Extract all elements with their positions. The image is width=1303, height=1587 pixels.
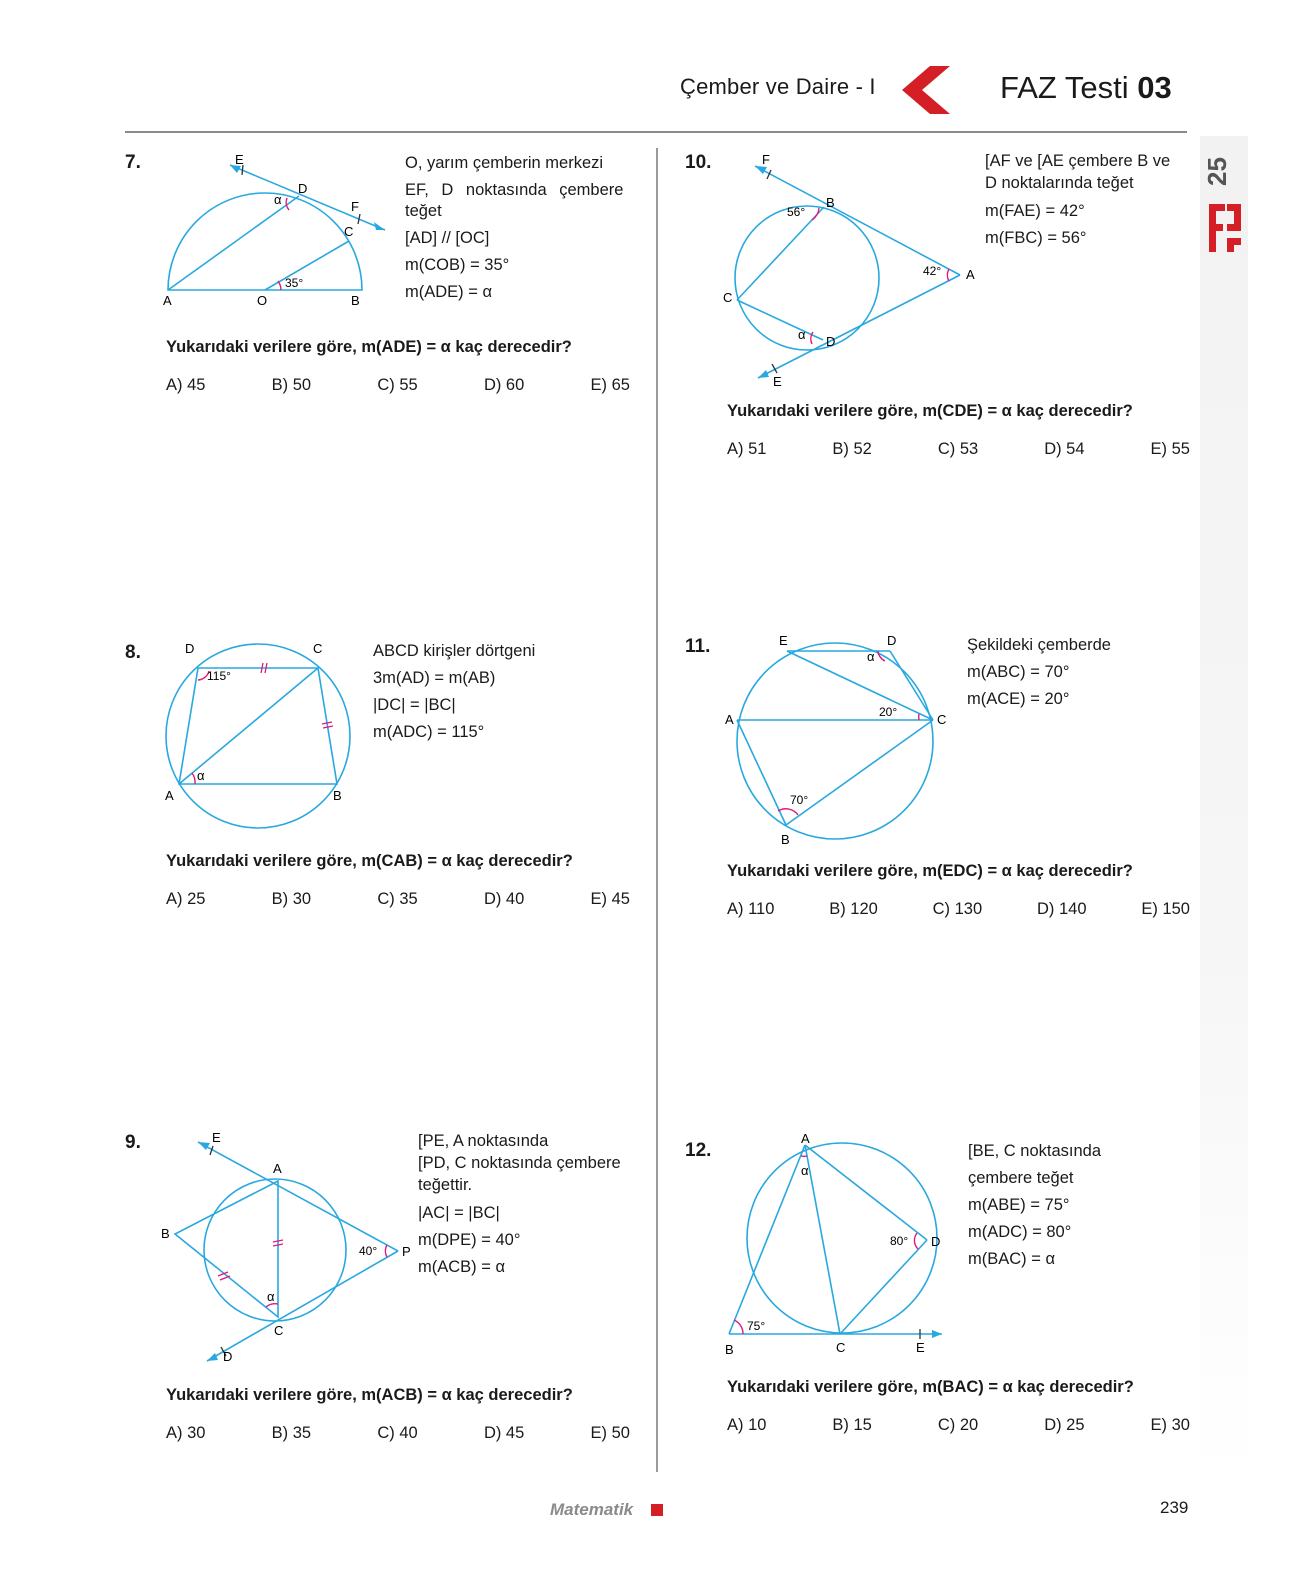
figure-label: O (257, 293, 268, 308)
figure-label: 40° (359, 1244, 378, 1258)
figure-label: 70° (790, 793, 809, 807)
test-number: 03 (1137, 70, 1172, 105)
figure-label: D (223, 1349, 233, 1364)
footer-subject: Matematik (550, 1500, 634, 1519)
figure-label: α (274, 192, 282, 207)
given-line: teğet (405, 202, 442, 220)
given-info (405, 150, 630, 306)
option-c[interactable]: C) 35 (377, 890, 418, 908)
given-line: m(DPE) = 40° (418, 1231, 521, 1249)
given-line: m(ADC) = 80° (968, 1223, 1072, 1241)
option-b[interactable]: B) 30 (271, 890, 312, 908)
given-line: Şekildeki çemberde (967, 636, 1111, 654)
figure-label: α (798, 327, 806, 342)
option-e[interactable]: E) 45 (590, 890, 630, 908)
given-line: |DC| = |BC| (373, 696, 456, 714)
option-c[interactable]: C) 130 (932, 900, 983, 918)
option-d[interactable]: D) 54 (1044, 440, 1085, 458)
given-line: m(BAC) = α (968, 1250, 1056, 1268)
answer-options (166, 1424, 630, 1443)
figure-label: D (887, 634, 897, 648)
figure-label: 35° (285, 276, 304, 290)
side-strip (1200, 136, 1248, 1476)
given-info (418, 1130, 633, 1281)
figure-label: α (801, 1163, 809, 1178)
option-a[interactable]: A) 110 (727, 900, 775, 918)
given-line: çembere teğet (968, 1169, 1074, 1187)
figure-label: C (274, 1323, 284, 1338)
question-number: 12. (685, 1140, 712, 1161)
figure-label: α (197, 768, 205, 783)
given-line: m(COB) = 35° (405, 256, 510, 274)
given-line: [BE, C noktasında (968, 1142, 1101, 1160)
option-a[interactable]: A) 10 (727, 1416, 767, 1434)
given-line: ABCD kirişler dörtgeni (373, 642, 536, 660)
given-line: [AF ve [AE çembere B ve (985, 152, 1171, 170)
question-text: Yukarıdaki verilere göre, m(ADE) = α kaç derecedir? (166, 338, 572, 356)
figure-label: B (781, 832, 790, 847)
figure-q12 (720, 1134, 960, 1354)
option-c[interactable]: C) 55 (377, 376, 418, 394)
given-line: EF, D noktasında çembere (405, 181, 624, 199)
figure-label: E (916, 1340, 925, 1354)
figure-label: F (351, 199, 359, 214)
figure-label: B (826, 195, 835, 210)
option-e[interactable]: E) 65 (590, 376, 630, 394)
option-d[interactable]: D) 40 (483, 890, 525, 908)
given-line: m(ADE) = α (405, 283, 493, 301)
chevron-left-icon (900, 66, 950, 114)
figure-label: α (867, 649, 875, 664)
test-name: FAZ Testi (1000, 70, 1129, 105)
option-a[interactable]: A) 51 (727, 440, 767, 458)
given-line: m(ABC) = 70° (967, 663, 1070, 681)
given-line: m(ABE) = 75° (968, 1196, 1070, 1214)
question-text: Yukarıdaki verilere göre, m(CDE) = α kaç derecedir? (727, 402, 1133, 420)
question-text: Yukarıdaki verilere göre, m(BAC) = α kaç derecedir? (727, 1378, 1134, 1396)
figure-label: B (161, 1226, 170, 1241)
column-divider (656, 148, 658, 1472)
option-d[interactable]: D) 45 (483, 1424, 525, 1442)
figure-label: D (298, 181, 308, 196)
figure-label: 42° (923, 264, 942, 278)
figure-q9 (155, 1128, 415, 1368)
figure-label: C (723, 290, 733, 305)
option-b[interactable]: B) 50 (271, 376, 312, 394)
given-line: [AD] // [OC] (405, 229, 490, 247)
option-b[interactable]: B) 35 (271, 1424, 312, 1442)
option-e[interactable]: E) 50 (590, 1424, 630, 1442)
answer-options (727, 900, 1190, 919)
test-title (1000, 70, 1172, 106)
given-line: teğettir. (418, 1176, 473, 1194)
figure-label: B (333, 788, 342, 803)
figure-label: A (801, 1134, 810, 1146)
figure-label: F (762, 152, 770, 167)
given-line: |AC| = |BC| (418, 1204, 500, 1222)
answer-options (166, 376, 630, 395)
given-line: m(ACB) = α (418, 1258, 506, 1276)
answer-options (727, 440, 1190, 459)
answer-options (727, 1416, 1190, 1435)
option-d[interactable]: D) 60 (483, 376, 525, 394)
figure-label: P (402, 1244, 411, 1259)
figure-label: α (267, 1289, 275, 1304)
figure-label: B (351, 293, 360, 308)
figure-label: 115° (207, 669, 231, 683)
given-line: D noktalarında teğet (985, 174, 1134, 192)
topic-title: Çember ve Daire - I (680, 74, 876, 99)
figure-q11 (720, 634, 950, 854)
figure-label: A (725, 712, 734, 727)
figure-label: C (313, 641, 323, 656)
answer-options (166, 890, 630, 909)
figure-label: A (966, 267, 975, 282)
given-line: m(FBC) = 56° (985, 229, 1087, 247)
question-number: 10. (685, 152, 712, 173)
given-line: m(FAE) = 42° (985, 202, 1085, 220)
given-info (967, 632, 1187, 713)
option-c[interactable]: C) 20 (937, 1416, 979, 1434)
figure-label: E (779, 634, 788, 648)
figure-label: E (235, 152, 244, 167)
question-number: 7. (125, 152, 141, 173)
figure-label: A (163, 293, 172, 308)
given-info (985, 150, 1195, 252)
side-number: 25 (1202, 157, 1232, 187)
given-line: m(ACE) = 20° (967, 690, 1070, 708)
figure-label: D (931, 1234, 941, 1249)
figure-label: E (773, 374, 782, 389)
given-line: m(ADC) = 115° (373, 723, 485, 741)
question-number: 11. (685, 636, 711, 657)
option-c[interactable]: C) 53 (937, 440, 979, 458)
option-e[interactable]: E) 55 (1150, 440, 1190, 458)
option-a[interactable]: A) 45 (166, 376, 206, 394)
option-d[interactable]: D) 140 (1036, 900, 1087, 918)
figure-label: C (344, 224, 354, 239)
option-c[interactable]: C) 40 (377, 1424, 418, 1442)
given-info (373, 638, 613, 746)
given-line: O, yarım çemberin merkezi (405, 154, 604, 172)
figure-label: C (937, 712, 947, 727)
question-text: Yukarıdaki verilere göre, m(EDC) = α kaç derecedir? (727, 862, 1133, 880)
question-number: 8. (125, 642, 141, 663)
option-e[interactable]: E) 150 (1141, 900, 1190, 918)
header-divider (125, 131, 1187, 133)
faz-logo-icon (1207, 200, 1243, 256)
given-line: [PE, A noktasında (418, 1132, 549, 1150)
figure-label: D (185, 641, 195, 656)
option-e[interactable]: E) 30 (1150, 1416, 1190, 1434)
figure-label: C (836, 1340, 846, 1354)
figure-label: 80° (890, 1234, 909, 1248)
figure-q8 (155, 638, 365, 838)
given-line: 3m(AD) = m(AB) (373, 669, 496, 687)
figure-q7 (155, 150, 395, 310)
option-b[interactable]: B) 15 (832, 1416, 872, 1434)
option-a[interactable]: A) 30 (166, 1424, 206, 1442)
given-info (968, 1138, 1188, 1273)
given-line: [PD, C noktasında çembere (418, 1154, 621, 1172)
figure-label: 20° (879, 705, 898, 719)
figure-label: 56° (787, 205, 806, 219)
question-text: Yukarıdaki verilere göre, m(CAB) = α kaç derecedir? (166, 852, 573, 870)
option-a[interactable]: A) 25 (166, 890, 206, 908)
figure-q10 (720, 150, 980, 400)
question-number: 9. (125, 1132, 141, 1153)
figure-label: A (273, 1161, 282, 1176)
figure-label: B (725, 1342, 734, 1354)
page-number: 239 (1160, 1498, 1189, 1517)
option-b[interactable]: B) 52 (832, 440, 872, 458)
option-b[interactable]: B) 120 (829, 900, 878, 918)
option-d[interactable]: D) 25 (1044, 1416, 1085, 1434)
figure-label: A (165, 788, 174, 803)
figure-label: D (826, 334, 836, 349)
footer-square-icon (651, 1504, 663, 1516)
question-text: Yukarıdaki verilere göre, m(ACB) = α kaç derecedir? (166, 1386, 573, 1404)
figure-label: 75° (747, 1319, 766, 1333)
figure-label: E (212, 1130, 221, 1145)
